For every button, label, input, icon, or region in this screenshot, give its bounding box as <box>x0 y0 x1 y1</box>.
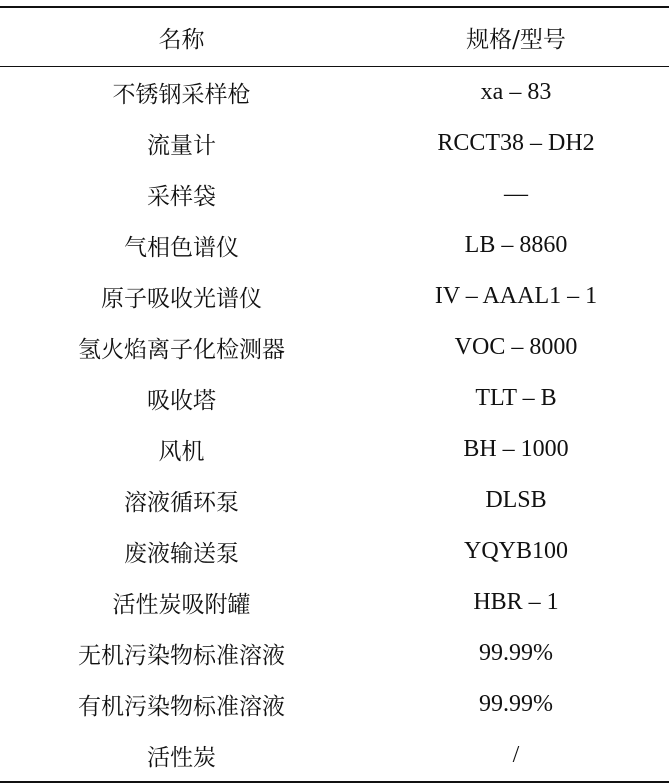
table-row <box>0 322 669 373</box>
cell-model: xa – 83 <box>480 79 552 105</box>
cell-name: 活性炭吸附罐 <box>112 592 251 618</box>
cell-model: LB – 8860 <box>464 232 568 258</box>
cell-model: 99.99% <box>479 691 553 717</box>
cell-name: 氢火焰离子化检测器 <box>78 337 285 363</box>
cell-model: YQYB100 <box>463 538 568 564</box>
cell-name: 不锈钢采样枪 <box>112 82 251 108</box>
table-body <box>0 67 669 783</box>
table-row <box>0 475 669 526</box>
header-model: 规格/型号 <box>466 26 566 53</box>
table-row <box>0 577 669 628</box>
cell-model: VOC – 8000 <box>454 334 578 360</box>
equipment-table <box>0 6 669 783</box>
header-row <box>0 7 669 67</box>
cell-model: RCCT38 – DH2 <box>437 130 595 156</box>
cell-model: HBR – 1 <box>473 589 559 615</box>
cell-name: 溶液循环泵 <box>124 490 239 516</box>
cell-model: DLSB <box>485 487 547 513</box>
table-row <box>0 424 669 475</box>
cell-name: 原子吸收光谱仪 <box>101 286 262 312</box>
cell-model: TLT – B <box>475 385 557 411</box>
table-row <box>0 628 669 679</box>
cell-model: — <box>504 181 528 207</box>
table-row <box>0 679 669 730</box>
cell-model: BH – 1000 <box>463 436 569 462</box>
equipment-table-container <box>0 6 669 783</box>
cell-model: IV – AAAL1 – 1 <box>434 283 598 309</box>
cell-name: 无机污染物标准溶液 <box>78 643 285 669</box>
table-row <box>0 220 669 271</box>
cell-name: 活性炭 <box>147 745 216 771</box>
table-row <box>0 730 669 782</box>
table-header <box>0 7 669 67</box>
cell-name: 采样袋 <box>147 184 216 210</box>
cell-name: 有机污染物标准溶液 <box>78 694 285 720</box>
table-row <box>0 118 669 169</box>
cell-model: / <box>512 742 520 768</box>
table-row <box>0 271 669 322</box>
header-name: 名称 <box>158 26 205 53</box>
table-row <box>0 67 669 119</box>
table-row <box>0 526 669 577</box>
cell-name: 气相色谱仪 <box>124 235 239 261</box>
cell-name: 流量计 <box>147 133 216 159</box>
cell-name: 废液输送泵 <box>124 541 239 567</box>
cell-model: 99.99% <box>479 640 553 666</box>
table-row <box>0 373 669 424</box>
cell-name: 风机 <box>158 439 205 465</box>
cell-name: 吸收塔 <box>147 388 216 414</box>
table-row <box>0 169 669 220</box>
